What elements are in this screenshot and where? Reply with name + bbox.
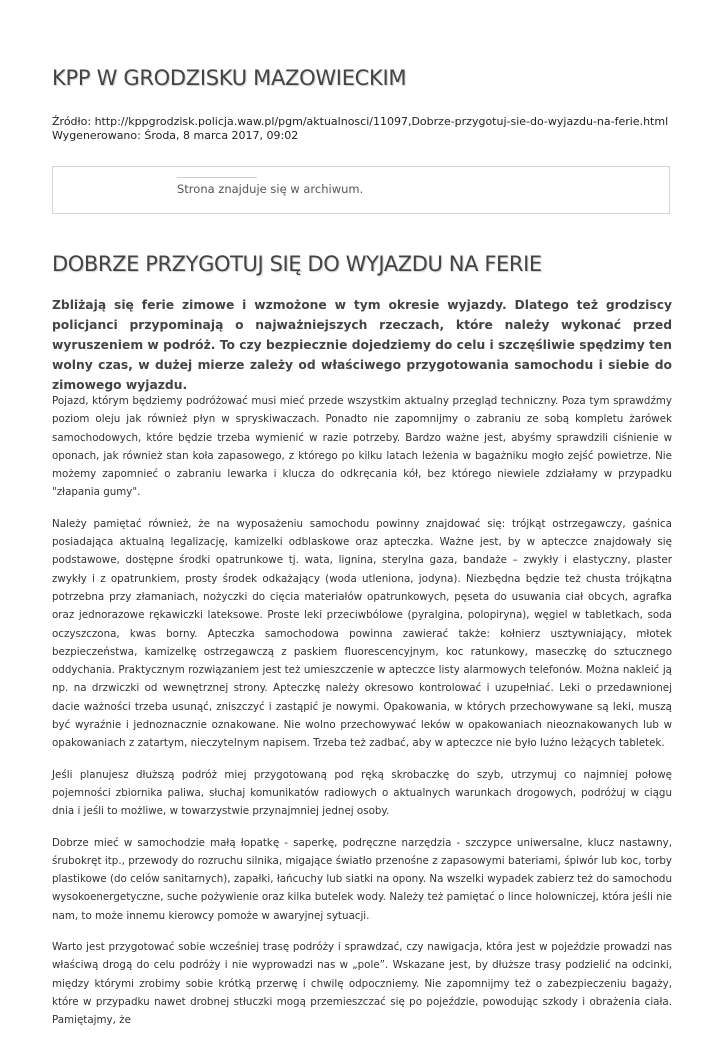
article-paragraph: Jeśli planujesz dłuższą podróż miej przygotowaną pod ręką skrobaczkę do szyb, utrzymuj co najmniej połowę pojemności zbiornika paliwa, słuchaj komunikatów radiowych o aktualnych warunkach drogowych, podróżuj w ciągu dnia i jeśli to możliwe, w towarzystwie przynajmniej jednej osoby. — [52, 768, 672, 818]
article-lead: Zbliżają się ferie zimowe i wzmożone w tym okresie wyjazdy. Dlatego też grodziscy policjanci przypominają o najważniejszych rzeczach, które należy wykonać przed wyruszeniem w podróż. To czy bezpiecznie dojedziemy do celu i szczęśliwie spędzimy ten wolny czas, w dużej mierze zależy od właściwego przygotowania samochodu i siebie do zimowego wyjazdu. — [52, 298, 672, 392]
archive-divider — [177, 177, 257, 178]
generated-line: Wygenerowano: Środa, 8 marca 2017, 09:02 — [52, 129, 299, 142]
site-title: KPP W GRODZISKU MAZOWIECKIM — [52, 66, 407, 90]
article-paragraph: Należy pamiętać również, że na wyposażeniu samochodu powinny znajdować się: trójkąt ostrzegawczy, gaśnica posiadająca aktualną legalizację, kamizelki odblaskowe oraz apteczka. Ważne jest, by w apteczce znajdowały się podstawowe, dostępne środki opatrunkowe tj. wata, lignina, sterylna gaza, bandaże – zwykły i elastyczny, plaster zwykły i z opatrunkiem, prosty środek odkażający (woda utleniona, jodyna). Niezbędna będzie też chusta trójkątna potrzebna przy złamaniach, nożyczki do cięcia materiałów opatrunkowych, pęseta do usuwania ciał obcych, agrafka oraz jednorazowe rękawiczki lateksowe. Proste leki przeciwbólowe (pyralgina, polopiryna), węgiel w tabletkach, soda oczyszczona, kwas borny. Apteczka samochodowa powinna zawierać także: kołnierz usztywniający, młotek bezpieczeństwa, kamizelkę ostrzegawczą z paskiem fluorescencyjnym, koc ratunkowy, maseczkę do sztucznego oddychania. Praktycznym rozwiązaniem jest też umieszczenie w apteczce listy alarmowych telefonów. Można nakleić ją np. na drzwiczki od wewnętrznej strony. Apteczkę należy okresowo kontrolować i uzupełniać. Leki o przedawnionej dacie ważności trzeba usunąć, zniszczyć i zastąpić je nowymi. Opakowania, w których przechowywane są leki, muszą być wyraźnie i jednoznacznie oznakowane. Nie wolno przechowywać leków w opakowaniach nieoznakowanych lub w opakowaniach z zatartym, nieczytelnym napisem. Trzeba też zadbać, aby w apteczce nie było luźno leżących tabletek. — [52, 517, 672, 750]
document-meta — [52, 115, 692, 143]
archive-notice: Strona znajduje się w archiwum. — [177, 182, 364, 196]
article-paragraph: Dobrze mieć w samochodzie małą łopatkę - saperkę, podręczne narzędzia - szczypce uniwersalne, klucz nastawny, śrubokręt itp., przewody do rozruchu silnika, migające światło przenośne z zapasowymi bateriami, śpiwór lub koc, torby plastikowe (do celów sanitarnych), zapałki, łańcuchy lub siatki na opony. Na wszelki wypadek zabierz też do samochodu wysokoenergetyczne, suche pożywienie oraz kilka butelek wody. Należy też pamiętać o lince holowniczej, która jeśli nie nam, to może innemu kierowcy pomoże w awaryjnej sytuacji. — [52, 836, 672, 922]
source-line: Źródło: http://kppgrodzisk.policja.waw.pl/pgm/aktualnosci/11097,Dobrze-przygotuj-sie-do-wyjazdu-na-ferie.html — [52, 115, 669, 128]
article-paragraph: Pojazd, którym będziemy podróżować musi mieć przede wszystkim aktualny przegląd techniczny. Poza tym sprawdźmy poziom oleju jak również płyn w spryskiwaczach. Ponadto nie zapomnijmy o zabraniu ze sobą kompletu żarówek samochodowych, które będzie trzeba wymienić w razie potrzeby. Bardzo ważne jest, abyśmy sprawdzili ciśnienie w oponach, jak również stan koła zapasowego, z którego po kilku latach leżenia w bagażniku mogło zejść powietrze. Nie możemy zapomnieć o zabraniu lewarka i klucza do odkręcania kół, bez którego niewiele zdziałamy w przypadku "złapania gumy". — [52, 395, 672, 499]
archive-notice-box — [52, 166, 670, 214]
article-body — [52, 392, 672, 1043]
article-title: DOBRZE PRZYGOTUJ SIĘ DO WYJAZDU NA FERIE — [52, 252, 542, 276]
article-paragraph: Warto jest przygotować sobie wcześniej trasę podróży i sprawdzać, czy nawigacja, która jest w pojeździe prowadzi nas właściwą drogą do celu podróży i nie wyprowadzi nas w „pole”. Wskazane jest, by dłuższe trasy podzielić na odcinki, między którymi zrobimy sobie krótką przerwę i chwilę odpoczniemy. Nie zapomnijmy też o zabezpieczeniu bagaży, które w przypadku nawet drobnej stłuczki mogą przemieszczać się po pojeździe, powodując szkody i obrażenia ciała. Pamiętajmy, że — [52, 941, 672, 1027]
